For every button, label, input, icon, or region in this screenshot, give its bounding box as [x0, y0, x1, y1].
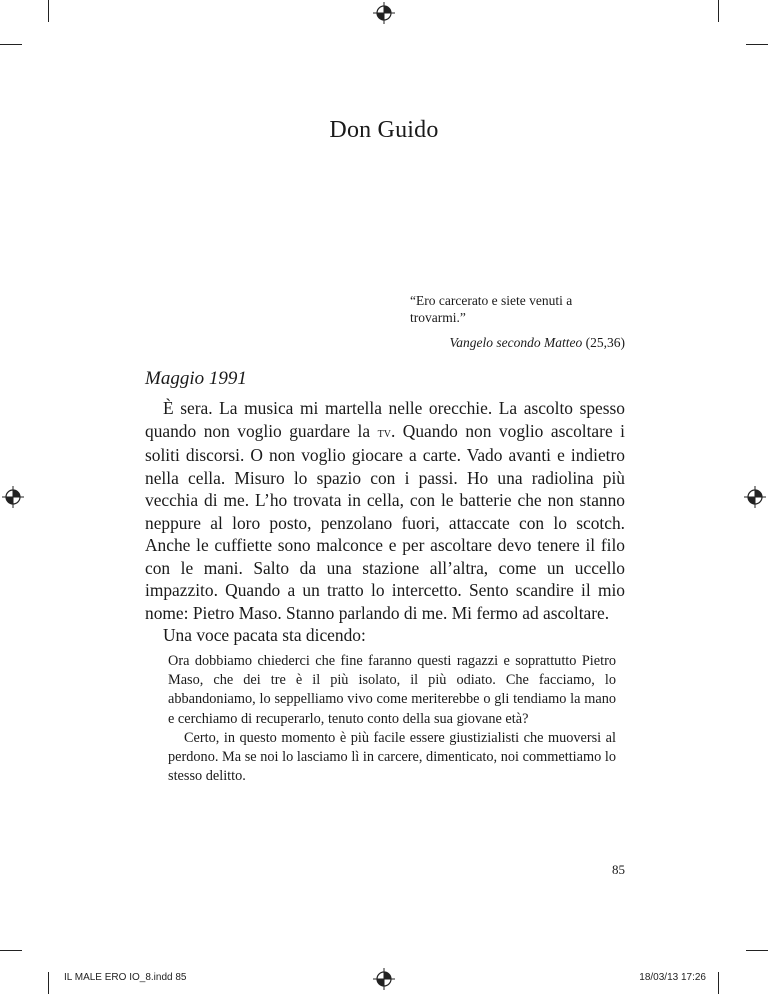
quote-paragraph: Certo, in questo momento è più facile essere giustizialisti che muoversi al perdono. Ma se noi lo lasciamo lì in carcere, dimenticato, noi commettiamo lo stesso delitto. [168, 729, 616, 785]
epigraph-quote: “Ero carcerato e siete venuti a trovarmi.” [410, 293, 573, 325]
epigraph-source-title: Vangelo secondo Matteo [449, 335, 583, 350]
chapter-title: Don Guido [329, 117, 439, 143]
body-text [145, 397, 625, 647]
crop-mark-bottom-right-h [746, 950, 768, 951]
crop-mark-bottom-left-h [0, 950, 22, 951]
registration-mark-icon [744, 486, 766, 508]
body-p1-before-tv: È sera. La musica mi martella nelle orecchie. La ascolto spesso quando non voglio guardare la [145, 398, 625, 441]
registration-mark-icon [373, 2, 395, 24]
body-paragraph: Una voce pacata sta dicendo: [163, 625, 366, 645]
body-p1-after-tv: . Quando non voglio ascoltare i soliti discorsi. O non voglio giocare a carte. Vado avanti e indietro nella cella. Misuro lo spazio con i passi. Ho una radiolina più vecchia di me. L’ho trovata in cella, con le batterie che non stanno neppure al loro posto, penzolano fuori, attaccate con lo scotch. Anche le cuffiette sono malconce e per ascoltare devo tenere il filo con le mani. Salto da una stazione all’altra, come un uccello impazzito. Quando a un tratto lo intercetto. Sento scandire il mio nome: Pietro Maso. Stanno parlando di me. Mi fermo ad ascoltare. [145, 420, 625, 623]
epigraph-source [410, 334, 625, 351]
slug-timestamp: 18/03/13 17:26 [639, 972, 706, 983]
slug-filename: IL MALE ERO IO_8.indd 85 [64, 972, 187, 983]
section-date-heading: Maggio 1991 [145, 368, 247, 389]
crop-mark-top-right-v [718, 0, 719, 22]
crop-mark-bottom-left-v [48, 972, 49, 994]
crop-mark-bottom-right-v [718, 972, 719, 994]
registration-mark-icon [373, 968, 395, 990]
body-paragraph [145, 397, 625, 624]
epigraph [410, 292, 625, 351]
page-number: 85 [612, 862, 625, 877]
tv-abbreviation: tv [377, 424, 391, 441]
epigraph-source-ref: (25,36) [585, 335, 625, 350]
crop-mark-top-left-v [48, 0, 49, 22]
crop-mark-top-right-h [746, 44, 768, 45]
quote-paragraph: Ora dobbiamo chiederci che fine faranno questi ragazzi e soprattutto Pietro Maso, che dei tre è il più isolato, il più odiato. Che facciamo, lo abbandoniamo, lo seppelliamo vivo come meriterebbe o gli tendiamo la mano e cerchiamo di recuperarlo, tenuto conto della sua giovane età? [168, 653, 616, 727]
block-quote [168, 652, 616, 786]
crop-mark-top-left-h [0, 44, 22, 45]
registration-mark-icon [2, 486, 24, 508]
